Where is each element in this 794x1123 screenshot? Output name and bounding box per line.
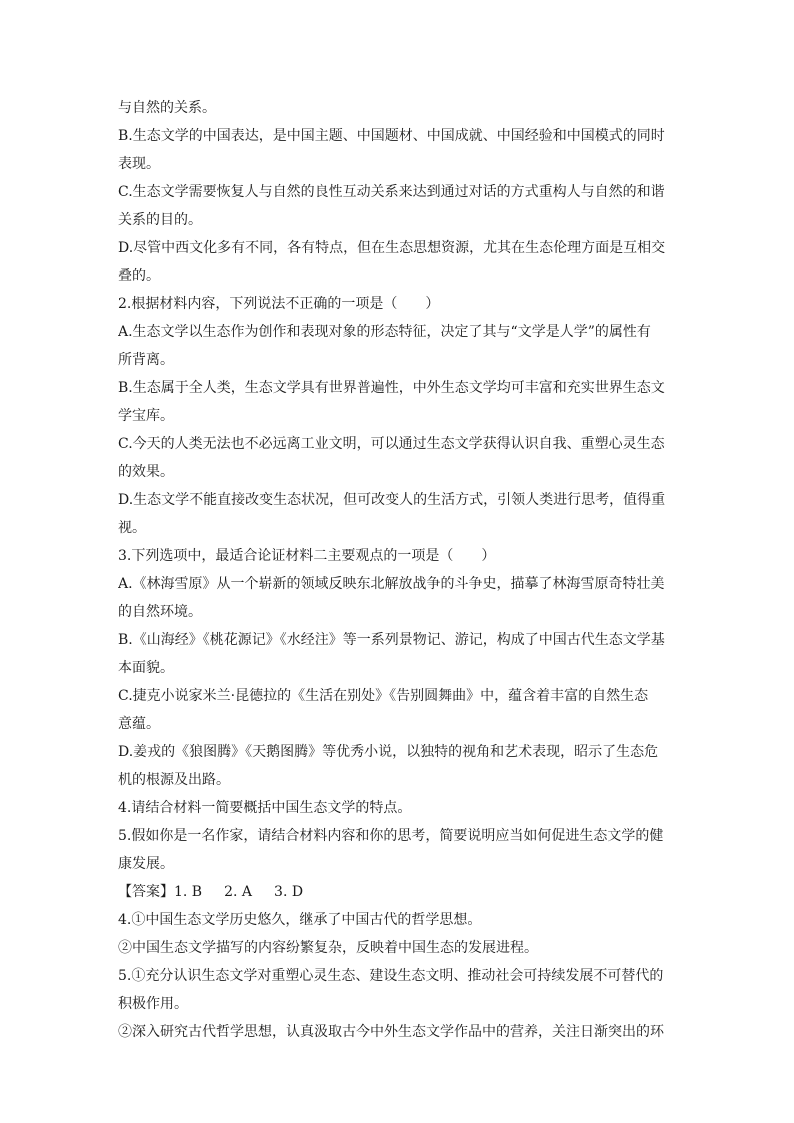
- option-b-line: B.《山海经》《桃花源记》《水经注》等一系列景物记、游记，构成了中国古代生态文学基: [118, 632, 665, 648]
- answer-1: 1. B: [174, 884, 203, 900]
- question-2: 2.根据材料内容，下列说法不正确的一项是（ ）: [118, 296, 440, 312]
- answer-4-point-1: 4.①中国生态文学历史悠久，继承了中国古代的哲学思想。: [118, 912, 482, 928]
- text-line: 意蕴。: [118, 716, 160, 732]
- text-line: 叠的。: [118, 268, 160, 284]
- text-line: 机的根源及出路。: [118, 772, 230, 788]
- text-line: 关系的目的。: [118, 212, 202, 228]
- answer-4-point-2: ②中国生态文学描写的内容纷繁复杂，反映着中国生态的发展进程。: [118, 940, 538, 956]
- text-line: 与自然的关系。: [118, 100, 216, 116]
- answer-5-point-1: 5.①充分认识生态文学对重塑心灵生态、建设生态文明、推动社会可持续发展不可替代的: [118, 968, 664, 984]
- option-d-line: D.姜戎的《狼图腾》《天鹅图腾》等优秀小说，以独特的视角和艺术表现，昭示了生态危: [118, 744, 659, 760]
- question-3: 3.下列选项中，最适合论证材料二主要观点的一项是（ ）: [118, 548, 496, 564]
- answer-label: 【答案】: [118, 884, 174, 900]
- option-b-line: B.生态文学的中国表达，是中国主题、中国题材、中国成就、中国经验和中国模式的同时: [118, 128, 665, 144]
- question-4: 4.请结合材料一简要概括中国生态文学的特点。: [118, 800, 412, 816]
- option-a-line: A.生态文学以生态作为创作和表现对象的形态特征，决定了其与“文学是人学”的属性有: [118, 324, 651, 340]
- text-line: 本面貌。: [118, 660, 174, 676]
- answer-3: 3. D: [274, 884, 304, 900]
- answer-2: 2. A: [224, 884, 253, 900]
- answer-5-point-2: ②深入研究古代哲学思想，认真汲取古今中外生态文学作品中的营养，关注日渐突出的环: [118, 1024, 664, 1040]
- text-line: 积极作用。: [118, 996, 188, 1012]
- text-line: 表现。: [118, 156, 160, 172]
- answer-key: [118, 878, 670, 906]
- option-c-line: C.捷克小说家米兰·昆德拉的《生活在别处》《告别圆舞曲》中，蕴含着丰富的自然生态: [118, 688, 649, 704]
- option-c-line: C.今天的人类无法也不必远离工业文明，可以通过生态文学获得认识自我、重塑心灵生态: [118, 436, 665, 452]
- text-line: 学宝库。: [118, 408, 174, 424]
- text-line: 的自然环境。: [118, 604, 202, 620]
- text-line: 所背离。: [118, 352, 174, 368]
- text-line: 康发展。: [118, 856, 174, 872]
- document-page: [118, 94, 670, 1046]
- question-5: 5.假如你是一名作家，请结合材料内容和你的思考，简要说明应当如何促进生态文学的健: [118, 828, 664, 844]
- text-line: 视。: [118, 520, 146, 536]
- option-d-line: D.尽管中西文化多有不同，各有特点，但在生态思想资源，尤其在生态伦理方面是互相交: [118, 240, 666, 256]
- option-a-line: A.《林海雪原》从一个崭新的领域反映东北解放战争的斗争史，描摹了林海雪原奇特壮美: [118, 576, 665, 592]
- text-line: 的效果。: [118, 464, 174, 480]
- option-d-line: D.生态文学不能直接改变生态状况，但可改变人的生活方式，引领人类进行思考，值得重: [118, 492, 666, 508]
- option-b-line: B.生态属于全人类，生态文学具有世界普遍性，中外生态文学均可丰富和充实世界生态文: [118, 380, 665, 396]
- option-c-line: C.生态文学需要恢复人与自然的良性互动关系来达到通过对话的方式重构人与自然的和谐: [118, 184, 665, 200]
